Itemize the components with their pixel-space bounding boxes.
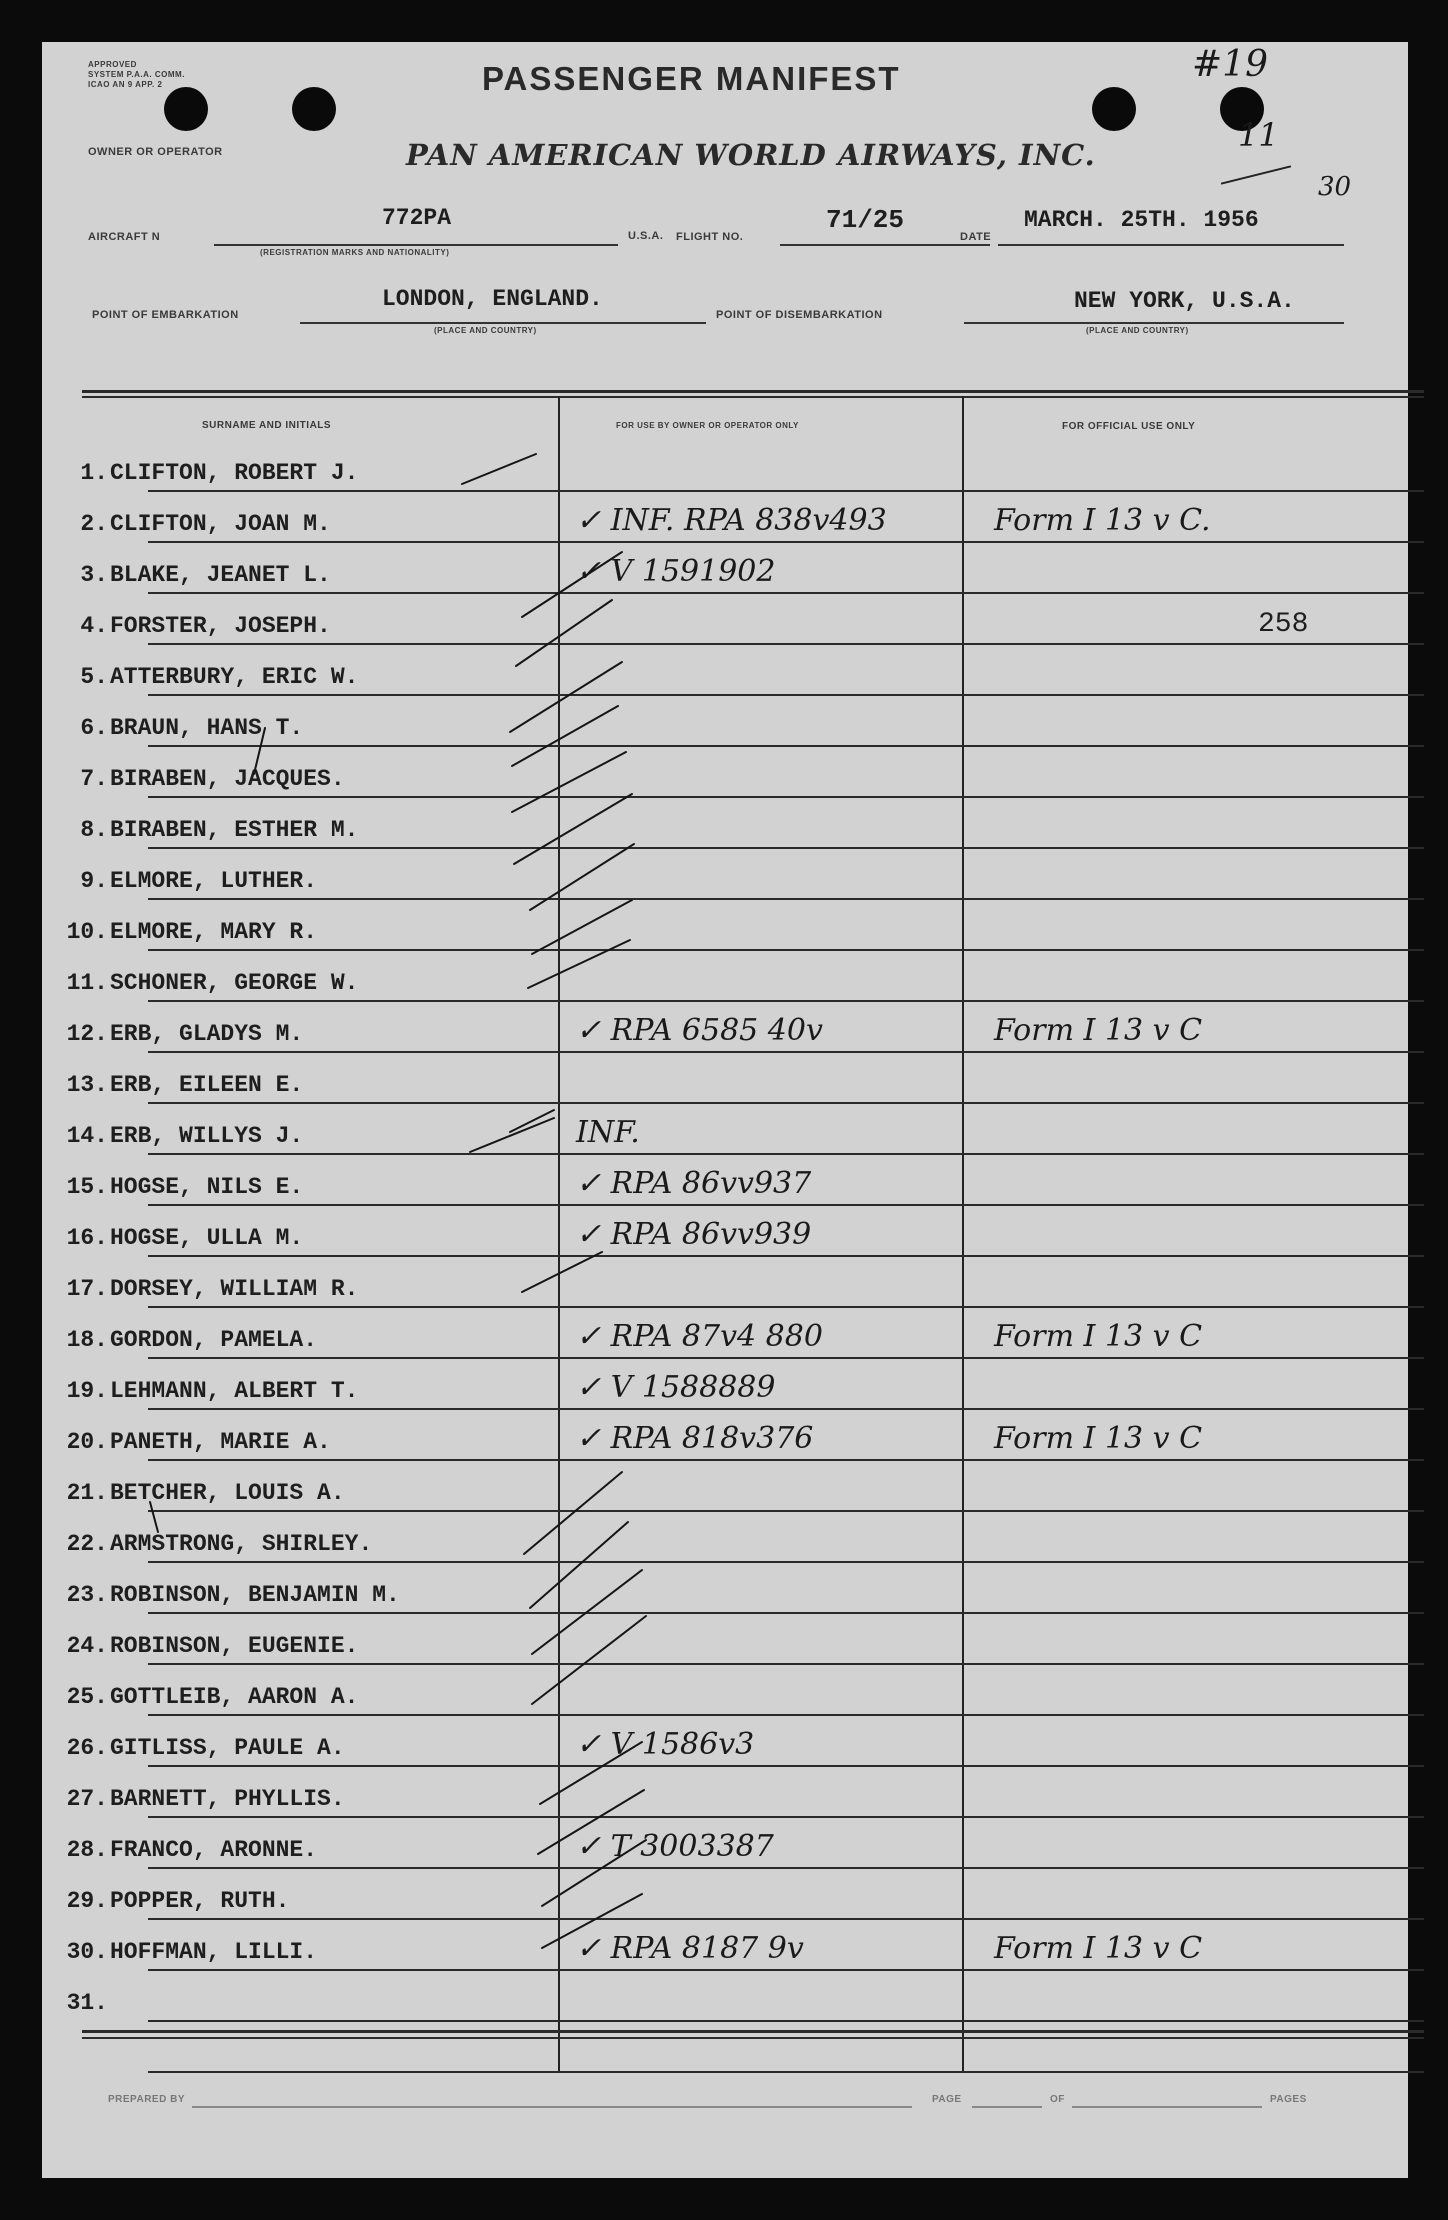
operator-note: ✓ T 3003387 — [576, 1829, 774, 1864]
row-number: 6. — [80, 715, 108, 741]
owner-value: PAN AMERICAN WORLD AIRWAYS, INC. — [406, 138, 1096, 172]
check-stroke — [512, 706, 618, 766]
check-stroke — [530, 1522, 628, 1608]
row-number: 19. — [66, 1378, 108, 1404]
passenger-name: ERB, WILLYS J. — [110, 1123, 304, 1149]
row-number: 25. — [66, 1684, 108, 1710]
check-stroke — [512, 752, 626, 812]
row-number: 1. — [80, 460, 108, 486]
passenger-name: BARNETT, PHYLLIS. — [110, 1786, 345, 1812]
official-note: Form I 13 v C. — [994, 503, 1211, 538]
usa-label: U.S.A. — [628, 230, 664, 242]
check-stroke — [522, 552, 622, 617]
row-number: 27. — [66, 1786, 108, 1812]
official-note: Form I 13 v C — [994, 1421, 1203, 1456]
column-header-surname: SURNAME AND INITIALS — [202, 420, 332, 431]
check-stroke — [540, 1742, 642, 1804]
disembark-sublabel: (PLACE AND COUNTRY) — [1086, 326, 1189, 335]
date-value: MARCH. 25TH. 1956 — [1024, 207, 1259, 233]
check-stroke — [522, 1252, 602, 1292]
check-stroke — [524, 1472, 622, 1554]
passenger-name: BIRABEN, ESTHER M. — [110, 817, 359, 843]
passenger-name: FRANCO, ARONNE. — [110, 1837, 318, 1863]
passenger-name: ROBINSON, BENJAMIN M. — [110, 1582, 400, 1608]
column-header-official: FOR OFFICIAL USE ONLY — [1062, 421, 1196, 432]
aircraft-value: 772PA — [382, 205, 452, 231]
row-number: 31. — [66, 1990, 108, 2016]
embark-label: POINT OF EMBARKATION — [92, 309, 239, 321]
check-stroke — [532, 1570, 642, 1654]
passenger-name: CLIFTON, ROBERT J. — [110, 460, 359, 486]
passenger-name: GOTTLEIB, AARON A. — [110, 1684, 359, 1710]
embark-sublabel: (PLACE AND COUNTRY) — [434, 326, 537, 335]
row-number: 16. — [66, 1225, 108, 1251]
row-number: 21. — [66, 1480, 108, 1506]
footer-pages: PAGES — [1270, 2094, 1307, 2105]
row-number: 8. — [80, 817, 108, 843]
corner-annotation-top: #19 — [1192, 44, 1268, 85]
passenger-name: ARMSTRONG, SHIRLEY. — [110, 1531, 373, 1557]
official-note: 258 — [1258, 609, 1309, 640]
row-number: 30. — [66, 1939, 108, 1965]
official-note: Form I 13 v C — [994, 1931, 1203, 1966]
operator-note: ✓ RPA 6585 40v — [576, 1013, 823, 1048]
row-number: 13. — [66, 1072, 108, 1098]
check-stroke — [532, 1616, 646, 1704]
aircraft-label: AIRCRAFT N — [88, 231, 161, 243]
check-stroke — [542, 1894, 642, 1948]
row-number: 10. — [66, 919, 108, 945]
passenger-name: ERB, EILEEN E. — [110, 1072, 304, 1098]
operator-note: ✓ RPA 818v376 — [576, 1421, 814, 1456]
approval-line-1: APPROVED — [88, 60, 137, 69]
check-stroke — [542, 1840, 646, 1906]
row-number: 29. — [66, 1888, 108, 1914]
row-number: 26. — [66, 1735, 108, 1761]
passenger-name: ERB, GLADYS M. — [110, 1021, 304, 1047]
embark-value: LONDON, ENGLAND. — [382, 286, 603, 312]
operator-note: ✓ RPA 8187 9v — [576, 1931, 804, 1966]
passenger-name: CLIFTON, JOAN M. — [110, 511, 331, 537]
passenger-name: PANETH, MARIE A. — [110, 1429, 331, 1455]
passenger-name: FORSTER, JOSEPH. — [110, 613, 331, 639]
passenger-name: BLAKE, JEANET L. — [110, 562, 331, 588]
passenger-name: GITLISS, PAULE A. — [110, 1735, 345, 1761]
aircraft-sublabel: (REGISTRATION MARKS AND NATIONALITY) — [260, 248, 450, 257]
hans-strike-mark — [254, 728, 265, 774]
passenger-name: POPPER, RUTH. — [110, 1888, 290, 1914]
passenger-name: HOGSE, ULLA M. — [110, 1225, 304, 1251]
passenger-name: LEHMANN, ALBERT T. — [110, 1378, 359, 1404]
check-stroke — [538, 1790, 644, 1854]
row-number: 5. — [80, 664, 108, 690]
official-note: Form I 13 v C — [994, 1319, 1203, 1354]
approval-line-2: SYSTEM P.A.A. COMM. — [88, 70, 185, 79]
row-number: 3. — [80, 562, 108, 588]
passenger-name: GORDON, PAMELA. — [110, 1327, 318, 1353]
footer-prepared-by: PREPARED BY — [108, 2094, 185, 2105]
manifest-paper — [42, 42, 1408, 2178]
footer-of: OF — [1050, 2094, 1065, 2105]
date-label: DATE — [960, 231, 992, 243]
betcher-strike-mark — [150, 1502, 158, 1532]
column-header-operator: FOR USE BY OWNER OR OPERATOR ONLY — [616, 421, 799, 430]
row-number: 23. — [66, 1582, 108, 1608]
row-number: 2. — [80, 511, 108, 537]
passenger-name: BETCHER, LOUIS A. — [110, 1480, 345, 1506]
owner-label: OWNER OR OPERATOR — [88, 146, 223, 158]
check-stroke — [470, 1118, 554, 1152]
corner-annotation-mid: 11 — [1238, 116, 1279, 154]
passenger-name: ELMORE, MARY R. — [110, 919, 318, 945]
operator-note: ✓ INF. RPA 838v493 — [576, 503, 887, 538]
passenger-name: BRAUN, HANS T. — [110, 715, 304, 741]
check-stroke — [514, 794, 632, 864]
passenger-name: ROBINSON, EUGENIE. — [110, 1633, 359, 1659]
pen-marks-layer — [42, 42, 1408, 2178]
row-number: 12. — [66, 1021, 108, 1047]
approval-line-3: ICAO AN 9 APP. 2 — [88, 80, 163, 89]
row-number: 7. — [80, 766, 108, 792]
operator-note: INF. — [576, 1115, 640, 1150]
disembark-value: NEW YORK, U.S.A. — [1074, 288, 1295, 314]
row-number: 24. — [66, 1633, 108, 1659]
passenger-name: ATTERBURY, ERIC W. — [110, 664, 359, 690]
passenger-name: HOFFMAN, LILLI. — [110, 1939, 318, 1965]
row-number: 28. — [66, 1837, 108, 1863]
operator-note: ✓ RPA 86vv937 — [576, 1166, 812, 1201]
footer-page: PAGE — [932, 2094, 962, 2105]
row-number: 14. — [66, 1123, 108, 1149]
flight-label: FLIGHT NO. — [676, 231, 744, 243]
row-number: 20. — [66, 1429, 108, 1455]
check-stroke — [516, 600, 612, 666]
check-stroke — [462, 454, 536, 484]
passenger-name: SCHONER, GEORGE W. — [110, 970, 359, 996]
operator-note: ✓ V 1591902 — [576, 554, 776, 589]
disembark-label: POINT OF DISEMBARKATION — [716, 309, 883, 321]
passenger-name: BIRABEN, JACQUES. — [110, 766, 345, 792]
operator-note: ✓ V 1586v3 — [576, 1727, 755, 1762]
row-number: 15. — [66, 1174, 108, 1200]
page-title: PASSENGER MANIFEST — [482, 60, 901, 97]
operator-note: ✓ RPA 87v4 880 — [576, 1319, 823, 1354]
row-number: 17. — [66, 1276, 108, 1302]
check-stroke — [510, 662, 622, 732]
corner-annotation-bottom: 30 — [1318, 172, 1352, 202]
operator-note: ✓ V 1588889 — [576, 1370, 776, 1405]
operator-note: ✓ RPA 86vv939 — [576, 1217, 812, 1252]
row-number: 4. — [80, 613, 108, 639]
flight-value: 71/25 — [826, 205, 905, 235]
passenger-name: DORSEY, WILLIAM R. — [110, 1276, 359, 1302]
row-number: 9. — [80, 868, 108, 894]
official-note: Form I 13 v C — [994, 1013, 1203, 1048]
passenger-name: ELMORE, LUTHER. — [110, 868, 318, 894]
row-number: 18. — [66, 1327, 108, 1353]
check-stroke — [530, 844, 634, 910]
row-number: 11. — [66, 970, 108, 996]
passenger-name: HOGSE, NILS E. — [110, 1174, 304, 1200]
row-number: 22. — [66, 1531, 108, 1557]
